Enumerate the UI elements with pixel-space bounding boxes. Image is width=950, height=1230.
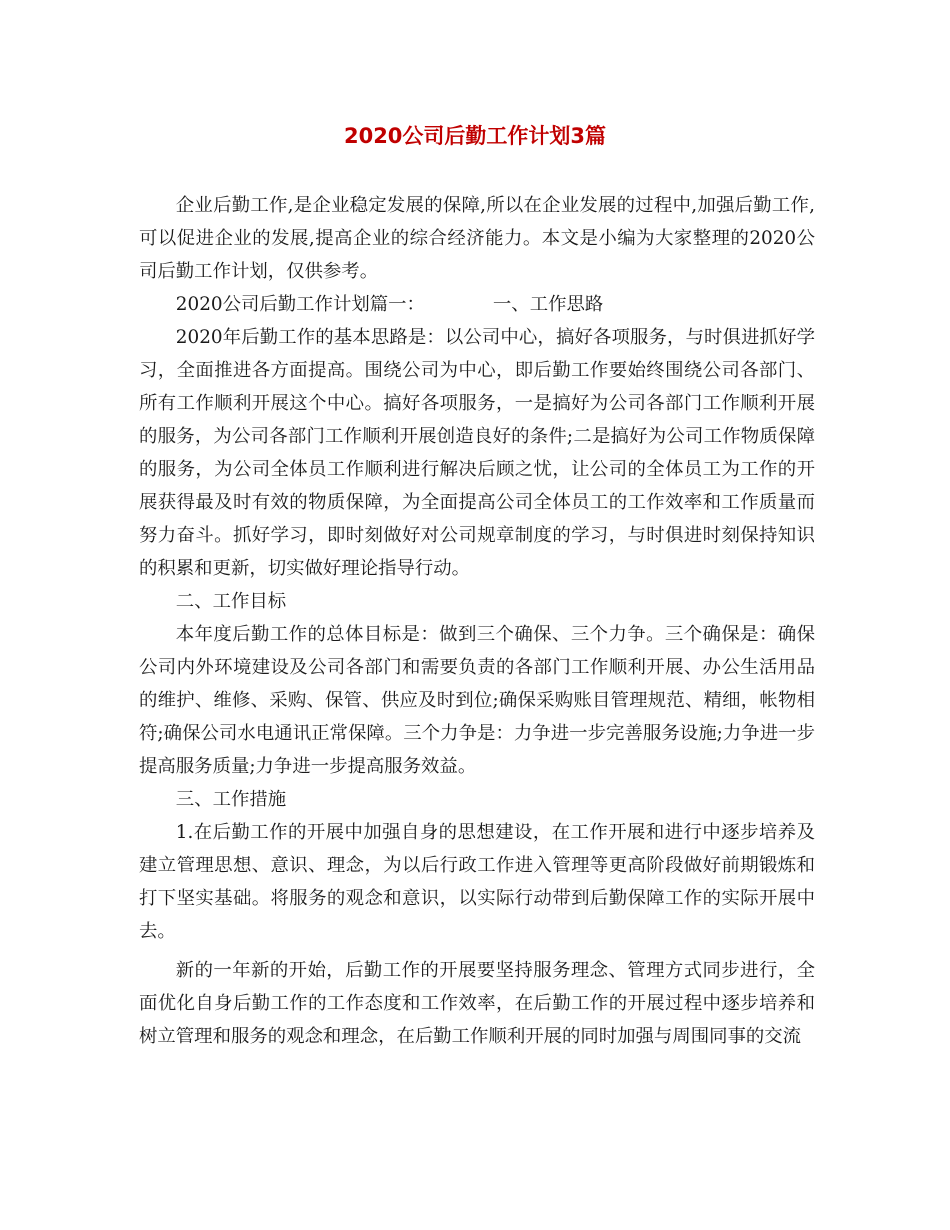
subheading-measures: 三、工作措施	[175, 789, 287, 810]
document-body	[139, 189, 815, 1053]
intro-paragraph: 企业后勤工作,是企业稳定发展的保障,所以在企业发展的过程中,加强后勤工作,可以促进企业的发展,提高企业的综合经济能力。本文是小编为大家整理的2020公司后勤工作计划，仅供参考。	[139, 195, 815, 282]
subheading-goals: 二、工作目标	[175, 591, 287, 612]
section-heading-subtitle: 一、工作思路	[492, 294, 604, 315]
body-paragraph: 2020年后勤工作的基本思路是：以公司中心，搞好各项服务，与时俱进抓好学习，全面推进各方面提高。围绕公司为中心，即后勤工作要始终围绕公司各部门、所有工作顺利开展这个中心。搞好各项服务，一是搞好为公司各部门工作顺利开展的服务，为公司各部门工作顺利开展创造良好的条件;二是搞好为公司工作物质保障的服务，为公司全体员工作顺利进行解决后顾之忧，让公司的全体员工为工作的开展获得最及时有效的物质保障，为全面提高公司全体员工的工作效率和工作质量而努力奋斗。抓好学习，即时刻做好对公司规章制度的学习，与时俱进时刻保持知识的积累和更新，切实做好理论指导行动。	[139, 327, 815, 579]
body-paragraph: 1.在后勤工作的开展中加强自身的思想建设，在工作开展和进行中逐步培养及建立管理思想、意识、理念，为以后行政工作进入管理等更高阶段做好前期锻炼和打下坚实基础。将服务的观念和意识，以实际行动带到后勤保障工作的实际开展中去。	[139, 822, 815, 942]
body-paragraph: 新的一年新的开始，后勤工作的开展要坚持服务理念、管理方式同步进行，全面优化自身后勤工作的工作态度和工作效率，在后勤工作的开展过程中逐步培养和树立管理和服务的观念和理念，在后勤工作顺利开展的同时加强与周围同事的交流	[139, 960, 815, 1047]
body-paragraph: 本年度后勤工作的总体目标是：做到三个确保、三个力争。三个确保是：确保公司内外环境建设及公司各部门和需要负责的各部门工作顺利开展、办公生活用品的维护、维修、采购、保管、供应及时到位;确保采购账目管理规范、精细，帐物相符;确保公司水电通讯正常保障。三个力争是：力争进一步完善服务设施;力争进一步提高服务质量;力争进一步提高服务效益。	[139, 624, 815, 777]
section-heading	[139, 288, 815, 321]
document-title: 2020公司后勤工作计划3篇	[343, 124, 607, 148]
section-heading-title: 2020公司后勤工作计划篇一：	[175, 294, 425, 315]
